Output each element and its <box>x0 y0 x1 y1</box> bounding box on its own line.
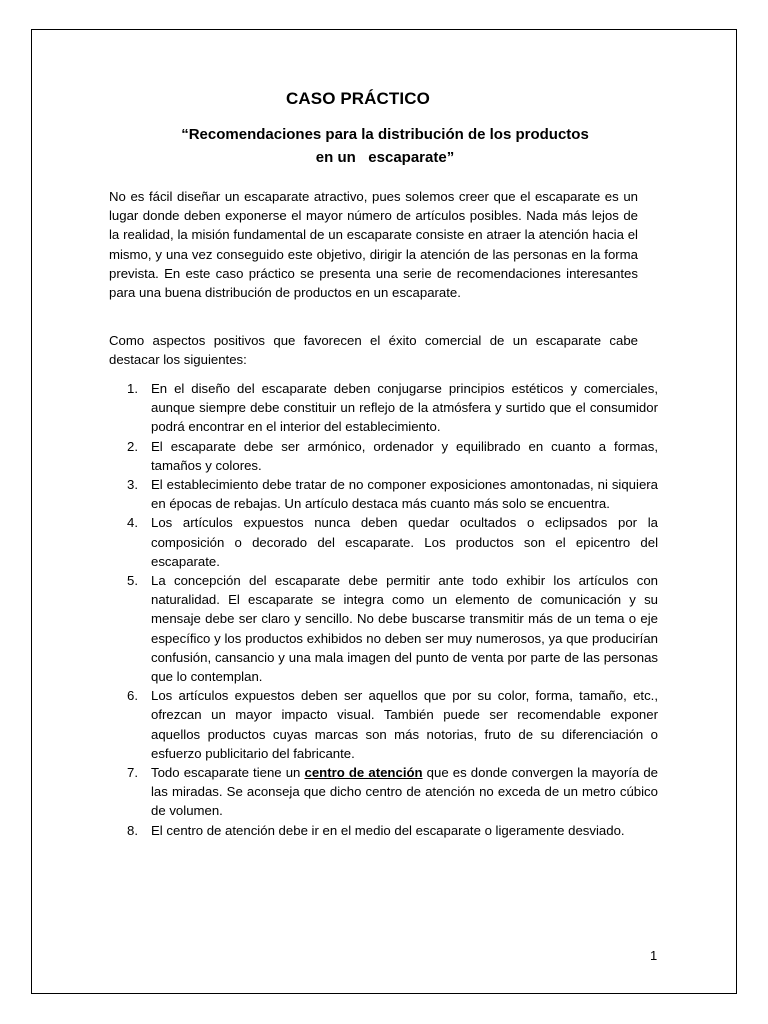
list-item <box>109 571 658 686</box>
document-subtitle <box>140 123 630 169</box>
list-item-text: El centro de atención debe ir en el medio del escaparate o ligeramente desviado. <box>151 822 625 838</box>
list-item <box>109 437 658 475</box>
list-item-text: Los artículos expuestos deben ser aquellos que por su color, forma, tamaño, etc., ofrezcan un mayor impacto visual. También puede ser recomendable exponer aquellos productos cuyas marcas son más notorias, fruto de su diferenciación o esfuerzo publicitario del fabricante. <box>151 688 658 761</box>
list-item-text-end: que es donde convergen la mayoría de las miradas. Se aconseja que dicho centro de atención no exceda de un metro cúbico de volumen. <box>151 765 662 819</box>
list-item <box>109 686 658 763</box>
list-item <box>109 763 662 821</box>
list-item-number: 6. <box>127 688 138 704</box>
list-item <box>109 379 658 437</box>
list-item-text-start: Todo escaparate tiene un <box>151 765 305 781</box>
list-item-text: El escaparate debe ser armónico, ordenador y equilibrado en cuanto a formas, tamaños y colores. <box>151 438 658 473</box>
list-item-number: 3. <box>127 477 138 493</box>
list-item-number: 8. <box>127 822 138 838</box>
list-item-number: 5. <box>127 573 138 589</box>
document-title: CASO PRÁCTICO <box>286 89 430 108</box>
page-number: 1 <box>650 948 658 963</box>
list-item <box>109 475 658 513</box>
list-item-text: La concepción del escaparate debe permitir ante todo exhibir los artículos con naturalidad. El escaparate se integra como un elemento de comunicación y su mensaje debe ser claro y sencillo. No debe buscarse transmitir más de un tema o eje específico y los productos exhibidos no deben ser muy numerosos, ya que producirían confusión, cansancio y una mala imagen del punto de venta por parte de las personas que lo contemplan. <box>151 573 658 685</box>
highlighted-term: centro de atención <box>304 765 423 781</box>
list-item-text: En el diseño del escaparate deben conjugarse principios estéticos y comerciales, aunque siempre debe constituir un reflejo de la atmósfera y surtido que el consumidor podrá encontrar en el interior del establecimiento. <box>151 381 658 435</box>
aspects-paragraph: Como aspectos positivos que favorecen el éxito comercial de un escaparate cabe destacar los siguientes: <box>109 333 638 368</box>
list-item-number: 2. <box>127 438 138 454</box>
recommendations-list <box>109 379 662 840</box>
list-item <box>109 513 658 571</box>
list-item-text <box>151 763 662 821</box>
intro-paragraph: No es fácil diseñar un escaparate atractivo, pues solemos creer que el escaparate es un lugar donde deben exponerse el mayor número de artículos posibles. Nada más lejos de la realidad, la misión fundamental de un escaparate consiste en atraer la atención hacia el mismo, y una vez conseguido este objetivo, dirigir la atención de las personas en la forma prevista. En este caso práctico se presenta una serie de recomendaciones interesantes para una buena distribución de productos en un escaparate. <box>109 189 638 301</box>
list-item-text: Los artículos expuestos nunca deben quedar ocultados o eclipsados por la composición o decorado del escaparate. Los productos son el epicentro del escaparate. <box>151 515 658 569</box>
list-item <box>109 821 658 840</box>
list-item-number: 7. <box>127 765 138 781</box>
list-item-number: 1. <box>127 381 138 396</box>
subtitle-line-1: “Recomendaciones para la distribución de los productos <box>181 126 589 143</box>
list-item-text: El establecimiento debe tratar de no componer exposiciones amontonadas, ni siquiera en épocas de rebajas. Un artículo destaca más cuanto más solo se encuentra. <box>151 477 658 512</box>
subtitle-line-2: en un escaparate” <box>315 149 455 166</box>
list-item-number: 4. <box>127 515 138 531</box>
